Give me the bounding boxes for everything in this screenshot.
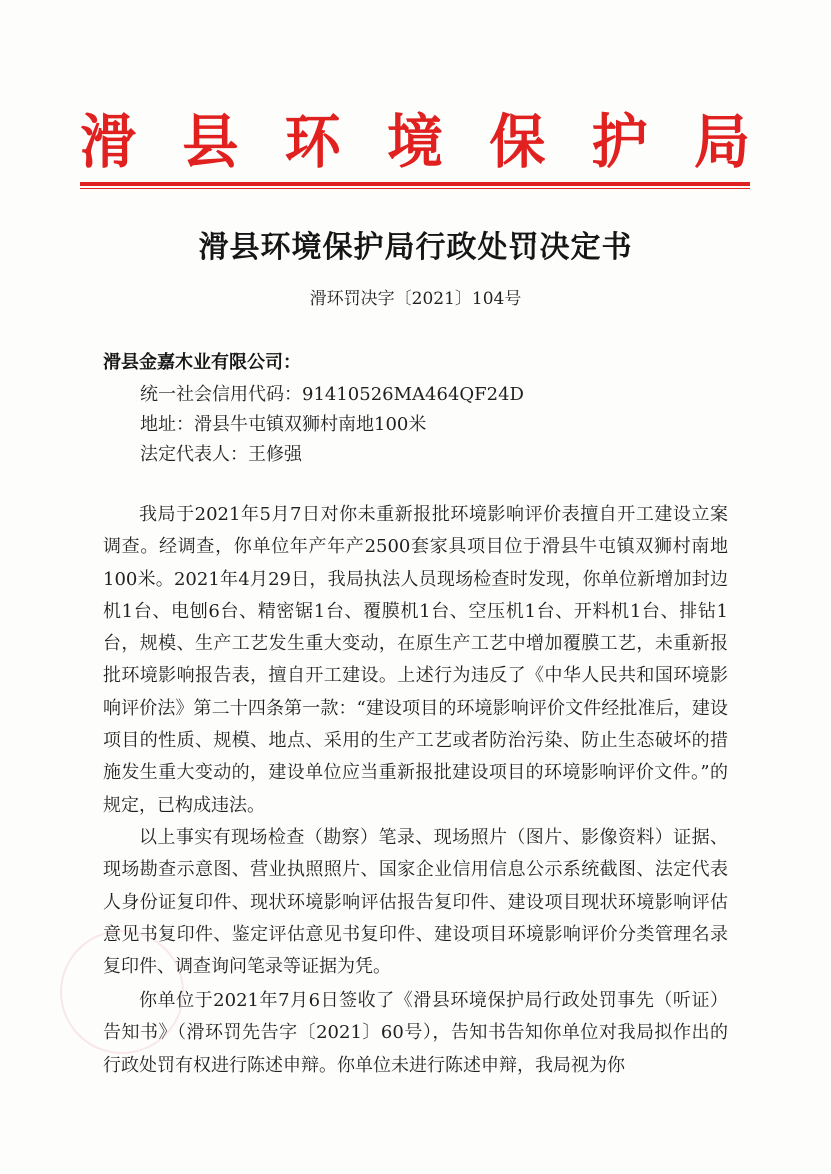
paragraph-investigation: 我局于2021年5月7日对你未重新报批环境影响评价表擅自开工建设立案调查。经调查，你单位年产年产2500套家具项目位于滑县牛屯镇双狮村南地100米。2021年4月29日，我局执法人员现场检查时发现，你单位新增加封边机1台、电刨6台、精密锯1台、覆膜机1台、空压机1台、开料机1台、排钻1台，规模、生产工艺发生重大变动，在原生产工艺中增加覆膜工艺，未重新报批环境影响报告表，擅自开工建设。上述行为违反了《中华人民共和国环境影响评价法》第二十四条第一款：“建设项目的环境影响评价文件经批准后，建设项目的性质、规模、地点、采用的生产工艺或者防治污染、防止生态破坏的措施发生重大变动的，建设单位应当重新报批建设项目的环境影响评价文件。”的规定，已构成违法。 <box>103 504 728 816</box>
letterhead-char: 环 <box>284 108 341 177</box>
letterhead <box>80 108 750 178</box>
letterhead-char: 境 <box>386 108 443 177</box>
letterhead-char: 滑 <box>80 108 136 177</box>
letterhead-char: 保 <box>489 108 546 177</box>
letterhead-divider-thin <box>80 188 750 189</box>
letterhead-char: 县 <box>182 108 239 177</box>
document-title: 滑县环境保护局行政处罚决定书 <box>198 230 633 265</box>
letterhead-char: 局 <box>693 108 750 177</box>
faint-stamp-mark <box>60 930 184 1054</box>
letterhead-char: 护 <box>591 108 648 177</box>
paragraph-notice: 你单位于2021年7月6日签收了《滑县环境保护局行政处罚事先（听证）告知书》（滑环罚先告字〔2021〕60号），告知书告知你单位对我局拟作出的行政处罚有权进行陈述申辩。你单位未进行陈述申辩，我局视为你 <box>103 990 728 1076</box>
legal-rep-line: 法定代表人：王修强 <box>140 444 302 465</box>
address-line: 地址：滑县牛屯镇双狮村南地100米 <box>140 414 427 435</box>
document-number: 滑环罚决字〔2021〕104号 <box>309 289 522 309</box>
recipient-name: 滑县金嘉木业有限公司： <box>103 352 301 373</box>
letterhead-divider <box>80 182 750 186</box>
paragraph-evidence: 以上事实有现场检查（勘察）笔录、现场照片（图片、影像资料）证据、现场勘查示意图、营业执照照片、国家企业信用信息公示系统截图、法定代表人身份证复印件、现状环境影响评估报告复印件、建设项目现状环境影响评估意见书复印件、鉴定评估意见书复印件、建设项目环境影响评价分类管理名录复印件、调查询问笔录等证据为凭。 <box>103 827 728 978</box>
credit-code-line: 统一社会信用代码：91410526MA464QF24D <box>140 384 524 405</box>
